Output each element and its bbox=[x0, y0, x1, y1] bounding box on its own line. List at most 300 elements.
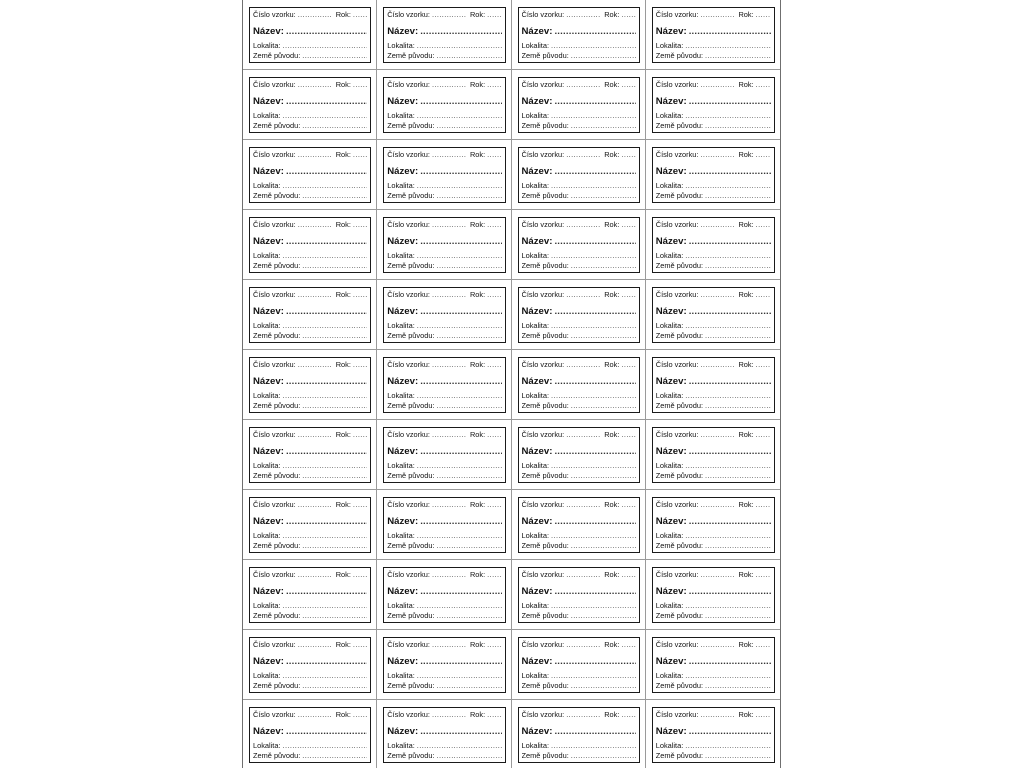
locality-label: Lokalita: bbox=[521, 531, 550, 540]
sample-number-label: Číslo vzorku: bbox=[253, 500, 296, 509]
country-blank bbox=[569, 191, 636, 201]
locality-row bbox=[656, 531, 771, 541]
year-blank bbox=[619, 10, 635, 20]
country-row bbox=[387, 541, 501, 551]
locality-row bbox=[656, 671, 771, 681]
sample-label bbox=[652, 637, 775, 693]
name-row bbox=[387, 446, 501, 458]
locality-row bbox=[387, 251, 501, 261]
sample-number-row bbox=[522, 150, 636, 160]
locality-blank bbox=[281, 181, 368, 191]
locality-blank bbox=[281, 111, 368, 121]
name-row bbox=[253, 726, 367, 738]
name-blank bbox=[552, 376, 635, 388]
label-cell bbox=[377, 140, 511, 210]
sample-number-blank bbox=[698, 570, 734, 580]
year-blank bbox=[351, 360, 367, 370]
country-blank bbox=[300, 121, 367, 131]
sample-number-row bbox=[656, 500, 771, 510]
country-blank bbox=[703, 611, 771, 621]
year-blank bbox=[619, 150, 635, 160]
sample-number-label: Číslo vzorku: bbox=[387, 290, 430, 299]
year-blank bbox=[619, 220, 635, 230]
country-blank bbox=[435, 51, 502, 61]
year-blank bbox=[351, 80, 367, 90]
sample-number-label: Číslo vzorku: bbox=[521, 500, 565, 509]
name-row bbox=[522, 96, 636, 108]
country-blank bbox=[569, 471, 636, 481]
sample-number-blank bbox=[430, 570, 466, 580]
locality-blank bbox=[281, 41, 368, 51]
name-blank bbox=[687, 306, 771, 318]
country-blank bbox=[569, 751, 636, 761]
sample-label bbox=[249, 77, 371, 133]
locality-label: Lokalita: bbox=[655, 601, 684, 610]
locality-blank bbox=[415, 321, 502, 331]
year-label: Rok: bbox=[604, 430, 620, 439]
label-cell bbox=[512, 140, 646, 210]
country-label: Země původu: bbox=[521, 681, 569, 690]
year-blank bbox=[754, 430, 771, 440]
label-cell bbox=[512, 630, 646, 700]
name-blank bbox=[687, 376, 771, 388]
label-cell bbox=[243, 420, 377, 490]
sample-number-row bbox=[387, 360, 501, 370]
year-label: Rok: bbox=[738, 570, 754, 579]
label-cell bbox=[377, 350, 511, 420]
label-cell bbox=[243, 350, 377, 420]
name-blank bbox=[552, 446, 635, 458]
sample-number-row bbox=[387, 640, 501, 650]
locality-row bbox=[656, 111, 771, 121]
name-row bbox=[656, 726, 771, 738]
name-blank bbox=[284, 376, 367, 388]
year-blank bbox=[619, 290, 635, 300]
locality-row bbox=[522, 181, 636, 191]
year-label: Rok: bbox=[335, 290, 351, 299]
country-label: Země původu: bbox=[521, 541, 569, 550]
sample-label bbox=[652, 287, 775, 343]
country-label: Země původu: bbox=[655, 51, 703, 60]
name-row bbox=[522, 166, 636, 178]
country-row bbox=[387, 751, 501, 761]
sample-number-label: Číslo vzorku: bbox=[387, 500, 430, 509]
locality-blank bbox=[281, 531, 368, 541]
country-row bbox=[656, 541, 771, 551]
locality-label: Lokalita: bbox=[655, 321, 684, 330]
label-cell bbox=[243, 0, 377, 70]
year-label: Rok: bbox=[604, 500, 620, 509]
year-blank bbox=[619, 80, 635, 90]
locality-row bbox=[387, 391, 501, 401]
country-row bbox=[522, 261, 636, 271]
year-label: Rok: bbox=[604, 570, 620, 579]
country-blank bbox=[703, 401, 771, 411]
country-label: Země původu: bbox=[387, 51, 435, 60]
label-cell bbox=[646, 560, 780, 630]
name-label: Název: bbox=[521, 26, 553, 37]
label-cell bbox=[646, 630, 780, 700]
year-blank bbox=[754, 290, 771, 300]
locality-blank bbox=[415, 531, 502, 541]
sample-number-label: Číslo vzorku: bbox=[253, 220, 296, 229]
locality-label: Lokalita: bbox=[387, 461, 415, 470]
year-label: Rok: bbox=[469, 220, 486, 229]
sample-label bbox=[383, 7, 505, 63]
sample-number-label: Číslo vzorku: bbox=[655, 290, 699, 299]
year-label: Rok: bbox=[469, 10, 486, 19]
locality-row bbox=[656, 741, 771, 751]
locality-label: Lokalita: bbox=[253, 741, 281, 750]
locality-label: Lokalita: bbox=[521, 321, 550, 330]
sample-number-label: Číslo vzorku: bbox=[655, 640, 699, 649]
name-label: Název: bbox=[253, 446, 284, 457]
country-row bbox=[387, 191, 501, 201]
locality-label: Lokalita: bbox=[387, 181, 415, 190]
locality-row bbox=[656, 601, 771, 611]
sample-number-blank bbox=[564, 290, 600, 300]
country-blank bbox=[703, 191, 771, 201]
locality-label: Lokalita: bbox=[253, 251, 281, 260]
sample-number-blank bbox=[430, 80, 466, 90]
country-blank bbox=[569, 261, 636, 271]
name-label: Název: bbox=[253, 656, 284, 667]
locality-blank bbox=[549, 41, 636, 51]
country-label: Země původu: bbox=[253, 191, 301, 200]
locality-row bbox=[522, 461, 636, 471]
country-row bbox=[387, 471, 501, 481]
label-cell bbox=[243, 70, 377, 140]
year-blank bbox=[619, 570, 635, 580]
name-blank bbox=[418, 376, 501, 388]
sample-number-blank bbox=[296, 710, 332, 720]
sample-number-row bbox=[656, 360, 771, 370]
sample-number-label: Číslo vzorku: bbox=[655, 570, 699, 579]
locality-row bbox=[656, 321, 771, 331]
sample-label bbox=[383, 497, 505, 553]
sample-number-blank bbox=[430, 10, 466, 20]
year-blank bbox=[351, 430, 367, 440]
name-label: Název: bbox=[387, 726, 419, 737]
locality-blank bbox=[415, 741, 502, 751]
sample-label bbox=[383, 637, 505, 693]
sample-number-row bbox=[253, 10, 367, 20]
country-row bbox=[522, 611, 636, 621]
year-label: Rok: bbox=[738, 640, 754, 649]
locality-row bbox=[656, 391, 771, 401]
sample-number-label: Číslo vzorku: bbox=[253, 10, 296, 19]
year-blank bbox=[754, 360, 771, 370]
name-label: Název: bbox=[253, 586, 284, 597]
sample-number-label: Číslo vzorku: bbox=[387, 640, 430, 649]
sample-number-row bbox=[522, 10, 636, 20]
locality-label: Lokalita: bbox=[253, 181, 281, 190]
year-label: Rok: bbox=[738, 290, 754, 299]
sample-label bbox=[249, 637, 371, 693]
year-blank bbox=[485, 80, 501, 90]
sample-number-blank bbox=[296, 360, 332, 370]
name-label: Název: bbox=[387, 166, 419, 177]
name-label: Název: bbox=[253, 516, 284, 527]
sample-label bbox=[249, 567, 371, 623]
sample-number-row bbox=[253, 290, 367, 300]
name-blank bbox=[687, 586, 771, 598]
locality-blank bbox=[549, 531, 636, 541]
sample-number-blank bbox=[698, 80, 734, 90]
label-cell bbox=[512, 210, 646, 280]
country-label: Země původu: bbox=[521, 261, 569, 270]
name-label: Název: bbox=[387, 96, 419, 107]
year-label: Rok: bbox=[604, 640, 620, 649]
sample-number-row bbox=[253, 710, 367, 720]
country-row bbox=[253, 331, 367, 341]
country-row bbox=[656, 401, 771, 411]
name-row bbox=[253, 516, 367, 528]
sample-number-blank bbox=[430, 150, 466, 160]
sample-label bbox=[249, 7, 371, 63]
country-label: Země původu: bbox=[521, 121, 569, 130]
country-blank bbox=[300, 261, 367, 271]
country-blank bbox=[300, 51, 367, 61]
country-row bbox=[656, 51, 771, 61]
locality-label: Lokalita: bbox=[521, 251, 550, 260]
sample-number-label: Číslo vzorku: bbox=[521, 150, 565, 159]
sample-number-blank bbox=[296, 10, 332, 20]
country-blank bbox=[435, 681, 502, 691]
country-row bbox=[253, 191, 367, 201]
sample-number-blank bbox=[564, 500, 600, 510]
country-row bbox=[253, 471, 367, 481]
name-label: Název: bbox=[521, 586, 553, 597]
country-blank bbox=[703, 121, 771, 131]
sample-number-row bbox=[656, 290, 771, 300]
name-label: Název: bbox=[253, 166, 284, 177]
label-cell bbox=[646, 210, 780, 280]
locality-row bbox=[656, 41, 771, 51]
country-row bbox=[656, 751, 771, 761]
sample-number-label: Číslo vzorku: bbox=[387, 570, 430, 579]
country-row bbox=[253, 681, 367, 691]
sample-number-row bbox=[656, 80, 771, 90]
country-blank bbox=[300, 751, 367, 761]
year-blank bbox=[485, 500, 501, 510]
sample-number-label: Číslo vzorku: bbox=[521, 10, 565, 19]
sample-label bbox=[518, 497, 640, 553]
name-blank bbox=[418, 656, 501, 668]
sample-number-label: Číslo vzorku: bbox=[655, 220, 699, 229]
locality-blank bbox=[683, 741, 771, 751]
label-cell bbox=[512, 560, 646, 630]
locality-row bbox=[253, 111, 367, 121]
label-cell bbox=[512, 280, 646, 350]
locality-row bbox=[522, 111, 636, 121]
name-row bbox=[387, 656, 501, 668]
sample-number-row bbox=[387, 430, 501, 440]
year-label: Rok: bbox=[469, 640, 486, 649]
sample-number-row bbox=[656, 10, 771, 20]
locality-blank bbox=[415, 461, 502, 471]
country-blank bbox=[569, 331, 636, 341]
name-row bbox=[656, 586, 771, 598]
locality-row bbox=[387, 531, 501, 541]
country-row bbox=[387, 51, 501, 61]
locality-blank bbox=[415, 391, 502, 401]
name-label: Název: bbox=[655, 26, 687, 37]
locality-row bbox=[253, 391, 367, 401]
country-row bbox=[253, 541, 367, 551]
country-label: Země původu: bbox=[253, 401, 301, 410]
locality-row bbox=[253, 601, 367, 611]
label-cell bbox=[512, 70, 646, 140]
year-blank bbox=[351, 290, 367, 300]
sample-label bbox=[652, 707, 775, 763]
country-label: Země původu: bbox=[655, 121, 703, 130]
year-blank bbox=[619, 430, 635, 440]
name-blank bbox=[687, 726, 771, 738]
country-blank bbox=[569, 401, 636, 411]
country-label: Země původu: bbox=[253, 611, 301, 620]
country-label: Země původu: bbox=[253, 121, 301, 130]
sample-number-blank bbox=[430, 290, 466, 300]
locality-row bbox=[387, 41, 501, 51]
year-label: Rok: bbox=[469, 500, 486, 509]
locality-row bbox=[656, 181, 771, 191]
locality-blank bbox=[683, 461, 771, 471]
sample-number-blank bbox=[296, 150, 332, 160]
year-label: Rok: bbox=[604, 290, 620, 299]
locality-blank bbox=[549, 251, 636, 261]
locality-row bbox=[522, 601, 636, 611]
locality-blank bbox=[281, 741, 368, 751]
country-row bbox=[253, 611, 367, 621]
label-cell bbox=[646, 490, 780, 560]
name-label: Název: bbox=[387, 376, 419, 387]
name-row bbox=[522, 376, 636, 388]
locality-blank bbox=[415, 671, 502, 681]
locality-label: Lokalita: bbox=[521, 181, 550, 190]
year-label: Rok: bbox=[469, 290, 486, 299]
locality-blank bbox=[683, 601, 771, 611]
year-label: Rok: bbox=[335, 10, 351, 19]
locality-label: Lokalita: bbox=[253, 321, 281, 330]
sample-number-label: Číslo vzorku: bbox=[521, 640, 565, 649]
country-row bbox=[387, 681, 501, 691]
label-cell bbox=[377, 490, 511, 560]
year-blank bbox=[754, 640, 771, 650]
sample-number-label: Číslo vzorku: bbox=[655, 150, 699, 159]
label-cell bbox=[377, 0, 511, 70]
name-blank bbox=[552, 166, 635, 178]
sample-number-blank bbox=[698, 710, 734, 720]
name-label: Název: bbox=[387, 236, 419, 247]
sample-label bbox=[249, 287, 371, 343]
sample-number-label: Číslo vzorku: bbox=[253, 80, 296, 89]
name-blank bbox=[687, 656, 771, 668]
locality-row bbox=[253, 531, 367, 541]
label-cell bbox=[243, 700, 377, 768]
name-label: Název: bbox=[655, 166, 687, 177]
year-label: Rok: bbox=[604, 360, 620, 369]
sample-number-label: Číslo vzorku: bbox=[387, 150, 430, 159]
country-row bbox=[522, 681, 636, 691]
locality-label: Lokalita: bbox=[655, 531, 684, 540]
sample-number-label: Číslo vzorku: bbox=[521, 360, 565, 369]
locality-blank bbox=[683, 671, 771, 681]
country-blank bbox=[435, 191, 502, 201]
name-label: Název: bbox=[655, 656, 687, 667]
sample-number-label: Číslo vzorku: bbox=[655, 430, 699, 439]
name-row bbox=[656, 446, 771, 458]
country-label: Země původu: bbox=[253, 261, 301, 270]
year-label: Rok: bbox=[335, 570, 351, 579]
name-blank bbox=[687, 516, 771, 528]
locality-label: Lokalita: bbox=[387, 671, 415, 680]
country-row bbox=[253, 751, 367, 761]
name-blank bbox=[418, 586, 501, 598]
name-row bbox=[387, 586, 501, 598]
name-blank bbox=[284, 96, 367, 108]
name-row bbox=[253, 26, 367, 38]
year-blank bbox=[485, 290, 501, 300]
locality-label: Lokalita: bbox=[387, 321, 415, 330]
sample-number-blank bbox=[296, 570, 332, 580]
name-blank bbox=[418, 446, 501, 458]
country-label: Země původu: bbox=[521, 471, 569, 480]
name-row bbox=[656, 236, 771, 248]
sample-number-blank bbox=[698, 10, 734, 20]
sample-label bbox=[249, 217, 371, 273]
sample-number-row bbox=[656, 150, 771, 160]
locality-label: Lokalita: bbox=[253, 111, 281, 120]
sample-number-label: Číslo vzorku: bbox=[655, 500, 699, 509]
country-label: Země původu: bbox=[387, 191, 435, 200]
sample-number-label: Číslo vzorku: bbox=[253, 360, 296, 369]
locality-blank bbox=[683, 181, 771, 191]
sample-number-row bbox=[522, 710, 636, 720]
country-row bbox=[656, 331, 771, 341]
locality-label: Lokalita: bbox=[253, 531, 281, 540]
sample-label bbox=[518, 217, 640, 273]
name-row bbox=[522, 446, 636, 458]
label-cell bbox=[512, 420, 646, 490]
sample-label bbox=[652, 567, 775, 623]
name-row bbox=[656, 306, 771, 318]
country-row bbox=[253, 401, 367, 411]
sample-number-blank bbox=[564, 150, 600, 160]
year-label: Rok: bbox=[738, 430, 754, 439]
locality-label: Lokalita: bbox=[387, 41, 415, 50]
sample-label bbox=[652, 77, 775, 133]
name-label: Název: bbox=[655, 446, 687, 457]
name-row bbox=[253, 166, 367, 178]
locality-row bbox=[656, 251, 771, 261]
year-label: Rok: bbox=[335, 710, 351, 719]
sample-number-row bbox=[387, 150, 501, 160]
locality-row bbox=[522, 391, 636, 401]
year-label: Rok: bbox=[604, 80, 620, 89]
sample-number-label: Číslo vzorku: bbox=[655, 10, 699, 19]
sample-number-row bbox=[253, 80, 367, 90]
country-blank bbox=[569, 51, 636, 61]
name-row bbox=[656, 26, 771, 38]
country-row bbox=[522, 191, 636, 201]
locality-label: Lokalita: bbox=[253, 601, 281, 610]
label-cell bbox=[243, 560, 377, 630]
country-blank bbox=[703, 681, 771, 691]
sample-number-row bbox=[387, 80, 501, 90]
locality-row bbox=[522, 531, 636, 541]
sample-label bbox=[652, 427, 775, 483]
